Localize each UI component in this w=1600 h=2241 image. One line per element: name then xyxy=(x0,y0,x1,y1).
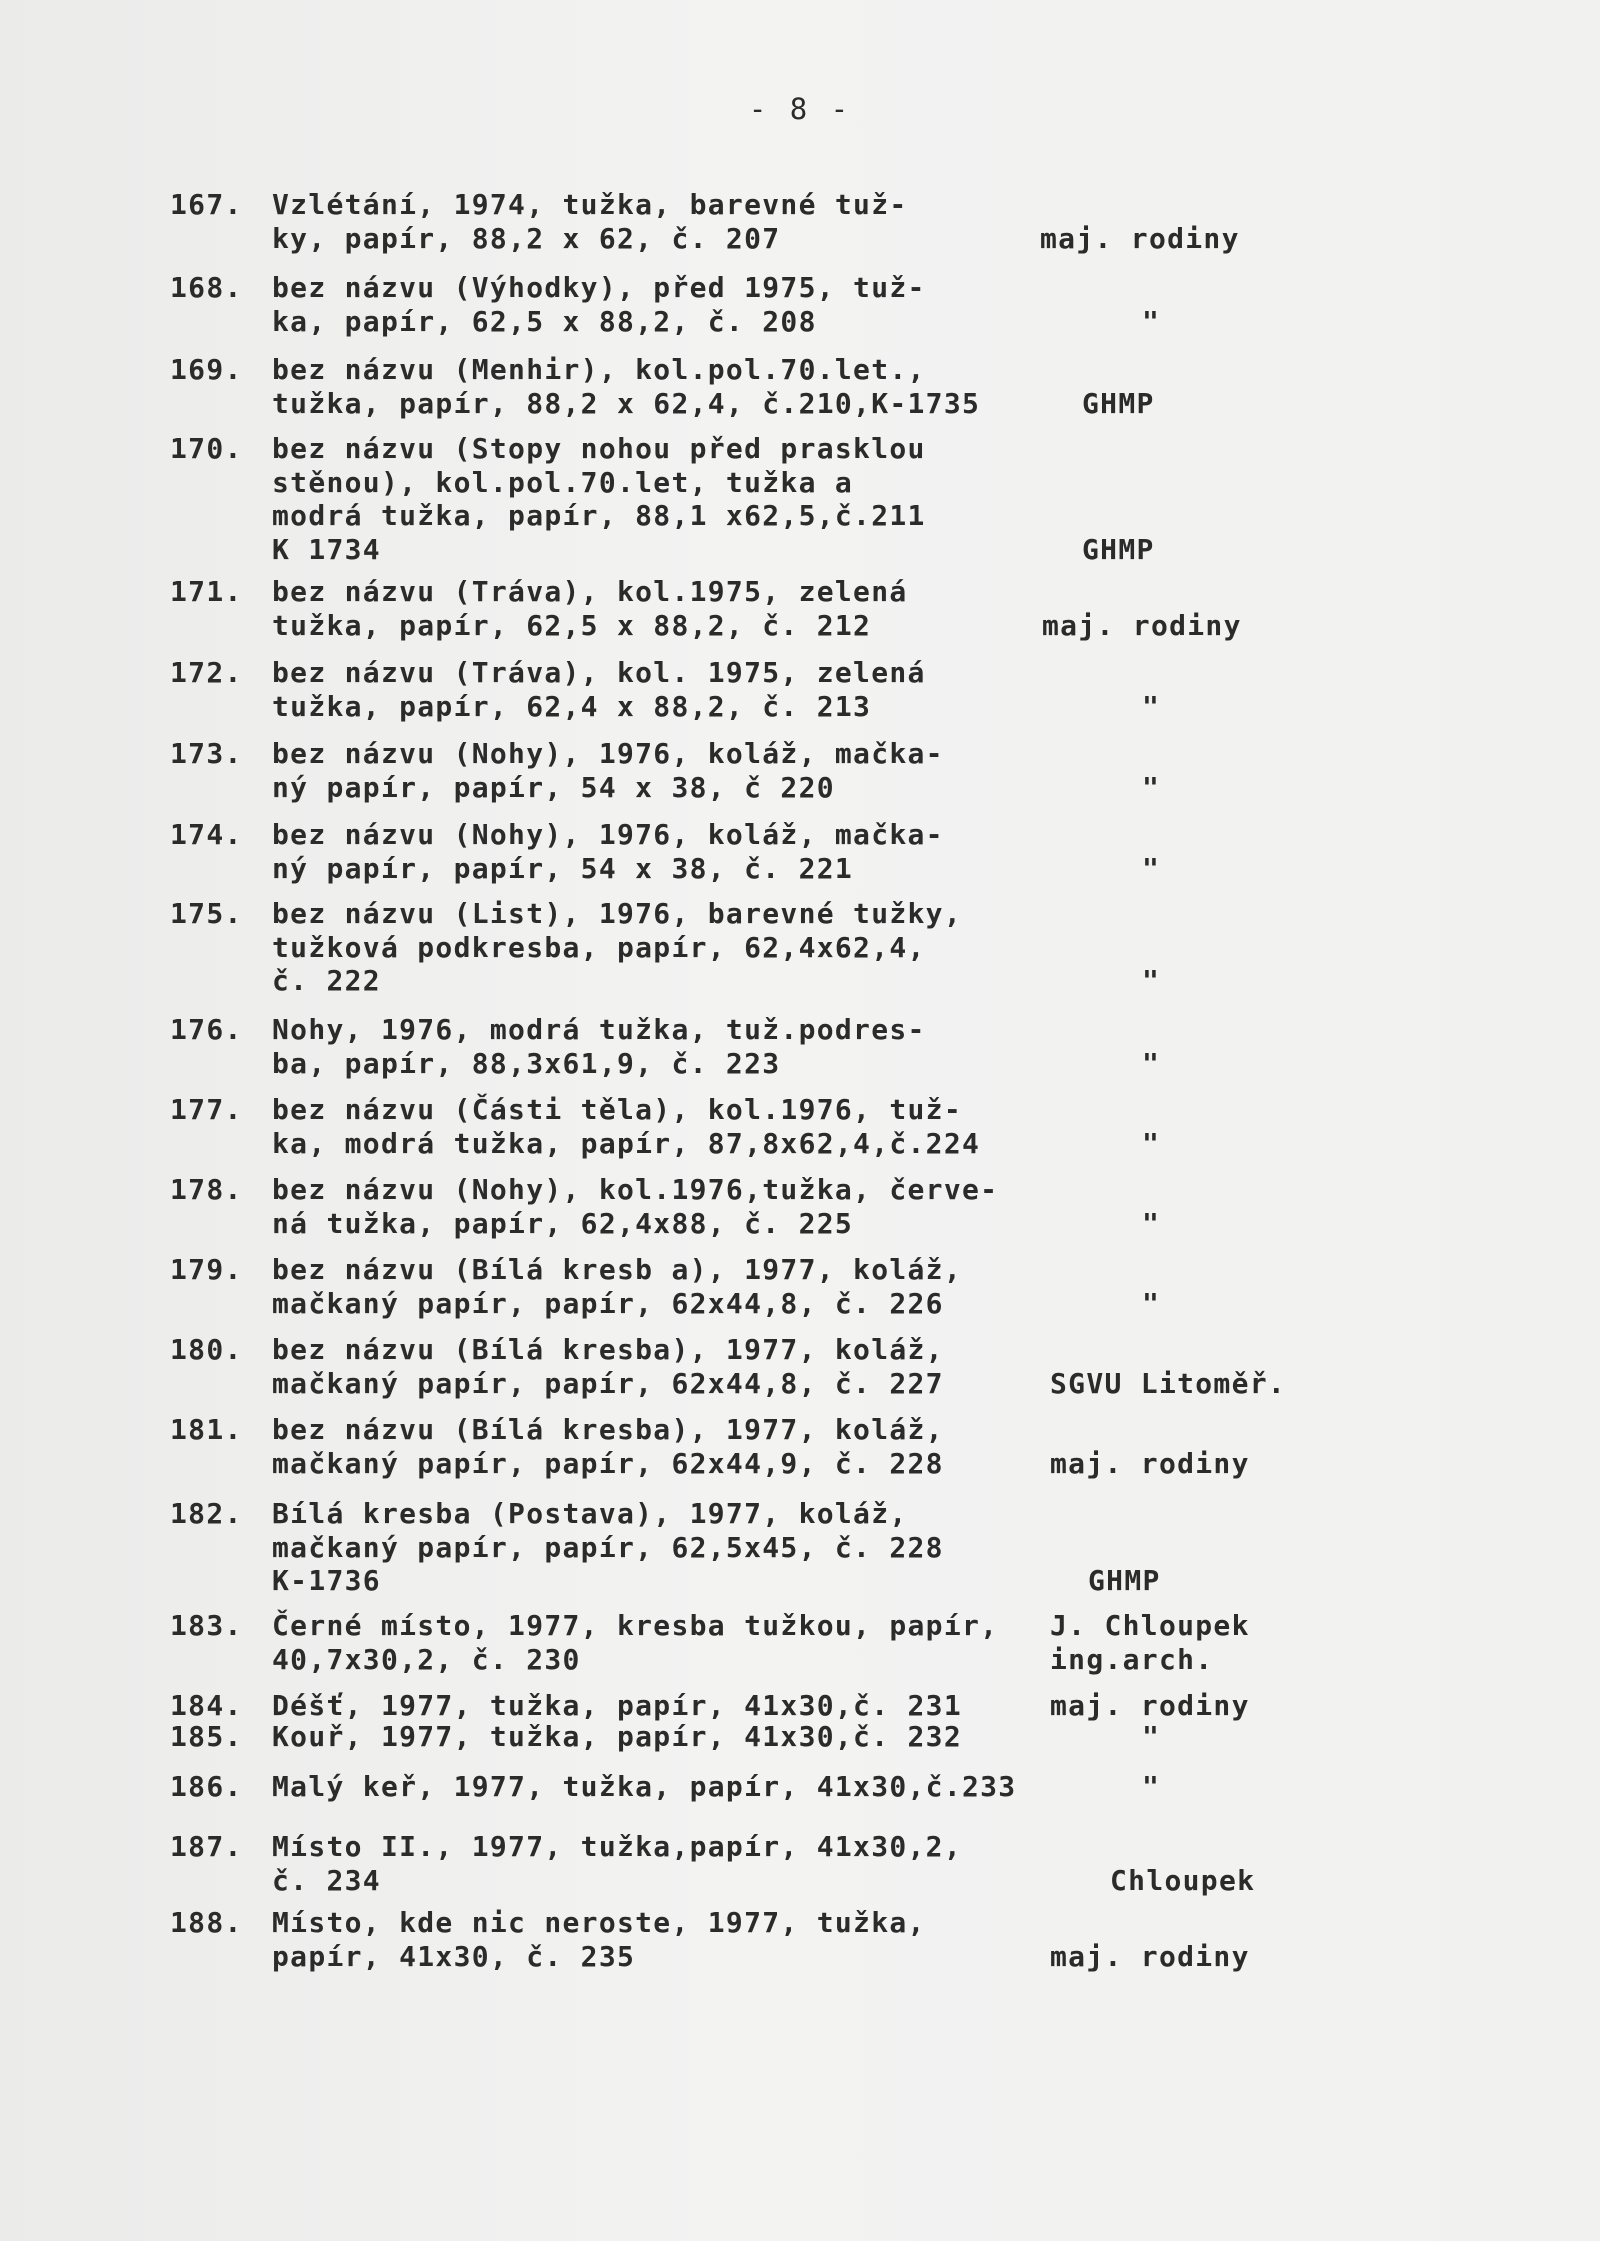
owner-line: maj. rodiny xyxy=(1050,1939,1250,1973)
entry-number: 188. xyxy=(170,1906,243,1939)
entry-description xyxy=(272,1093,980,1160)
entry-number: 187. xyxy=(170,1830,243,1863)
owner-line: ing.arch. xyxy=(1050,1642,1214,1676)
entry-line: mačkaný papír, papír, 62,5x45, č. 228 xyxy=(272,1530,944,1564)
entry-line: mačkaný papír, papír, 62x44,8, č. 226 xyxy=(272,1286,944,1320)
entry-line: bez názvu (Bílá kresb a), 1977, koláž, xyxy=(272,1253,962,1286)
entry-line: Déšť, 1977, tužka, papír, 41x30,č. 231 xyxy=(272,1689,962,1722)
entry-line: papír, 41x30, č. 235 xyxy=(272,1939,636,1973)
entry-owner xyxy=(1082,387,1155,421)
entry-line: ná tužka, papír, 62,4x88, č. 225 xyxy=(272,1206,854,1240)
entry-line: K 1734 xyxy=(272,532,381,566)
entry-owner xyxy=(1142,1287,1160,1321)
entry-description xyxy=(272,1413,944,1480)
entry-line: bez názvu (Nohy), 1976, koláž, mačka- xyxy=(272,737,944,770)
entry-line: bez názvu (Tráva), kol. 1975, zelená xyxy=(272,656,926,689)
owner-line: " xyxy=(1142,689,1161,723)
owner-line: Chloupek xyxy=(1110,1863,1256,1897)
entry-number: 179. xyxy=(170,1253,243,1286)
entry-number: 170. xyxy=(170,432,243,465)
entry-line: Kouř, 1977, tužka, papír, 41x30,č. 232 xyxy=(272,1720,962,1753)
entry-description xyxy=(272,353,980,420)
entry-description xyxy=(272,1609,998,1676)
owner-line: maj. rodiny xyxy=(1040,221,1240,255)
entry-number: 184. xyxy=(170,1689,243,1722)
owner-line: " xyxy=(1142,1046,1161,1080)
owner-line: " xyxy=(1142,770,1161,804)
entry-line: Černé místo, 1977, kresba tužkou, papír, xyxy=(272,1609,999,1642)
entry-owner xyxy=(1142,1127,1160,1161)
entry-number: 178. xyxy=(170,1173,243,1206)
entry-line: bez názvu (Části těla), kol.1976, tuž- xyxy=(272,1093,962,1126)
entry-number: 174. xyxy=(170,818,243,851)
entry-owner xyxy=(1142,964,1160,998)
entry-line: ba, papír, 88,3x61,9, č. 223 xyxy=(272,1046,781,1080)
entry-line: stěnou), kol.pol.70.let, tužka a xyxy=(272,465,854,499)
entry-number: 181. xyxy=(170,1413,243,1446)
entry-number: 167. xyxy=(170,188,243,221)
entry-line: mačkaný papír, papír, 62x44,9, č. 228 xyxy=(272,1446,944,1480)
entry-line: č. 222 xyxy=(272,964,381,997)
owner-line: " xyxy=(1142,1720,1161,1753)
entry-number: 175. xyxy=(170,897,243,930)
entry-description xyxy=(272,1333,944,1400)
entry-owner xyxy=(1050,1689,1250,1723)
entry-number: 176. xyxy=(170,1013,243,1046)
entry-line: č. 234 xyxy=(272,1863,381,1897)
entry-owner xyxy=(1050,1367,1286,1401)
entry-description xyxy=(272,188,908,255)
entry-description xyxy=(272,1906,926,1973)
owner-line: maj. rodiny xyxy=(1042,608,1242,642)
entry-owner xyxy=(1142,690,1160,724)
entry-line: ný papír, papír, 54 x 38, č 220 xyxy=(272,770,835,804)
entry-description xyxy=(272,1770,1016,1804)
entry-line: ky, papír, 88,2 x 62, č. 207 xyxy=(272,221,781,255)
owner-line: maj. rodiny xyxy=(1050,1689,1250,1722)
entry-description xyxy=(272,1497,944,1598)
entry-description xyxy=(272,1689,962,1723)
entry-description xyxy=(272,897,962,998)
entry-description xyxy=(272,575,908,642)
entry-owner xyxy=(1142,1770,1160,1804)
owner-line: maj. rodiny xyxy=(1050,1446,1250,1480)
entry-line: tužka, papír, 88,2 x 62,4, č.210,K-1735 xyxy=(272,386,981,420)
entry-line: tužková podkresba, papír, 62,4x62,4, xyxy=(272,930,926,964)
entry-line: tužka, papír, 62,4 x 88,2, č. 213 xyxy=(272,689,872,723)
entry-owner xyxy=(1050,1609,1250,1676)
entry-owner xyxy=(1142,305,1160,339)
entry-description xyxy=(272,1173,998,1240)
entry-line: Nohy, 1976, modrá tužka, tuž.podres- xyxy=(272,1013,926,1046)
owner-line: " xyxy=(1142,1206,1161,1240)
entry-number: 169. xyxy=(170,353,243,386)
entry-line: bez názvu (Tráva), kol.1975, zelená xyxy=(272,575,908,608)
entry-owner xyxy=(1110,1864,1255,1898)
entry-line: bez názvu (Menhir), kol.pol.70.let., xyxy=(272,353,926,386)
entry-line: bez názvu (Bílá kresba), 1977, koláž, xyxy=(272,1413,944,1446)
entry-owner xyxy=(1040,222,1240,256)
entry-line: bez názvu (List), 1976, barevné tužky, xyxy=(272,897,962,930)
owner-line: GHMP xyxy=(1082,386,1155,420)
entry-owner xyxy=(1142,1207,1160,1241)
entry-line: Vzlétání, 1974, tužka, barevné tuž- xyxy=(272,188,908,221)
entry-number: 168. xyxy=(170,271,243,304)
entry-description xyxy=(272,1013,926,1080)
entry-owner xyxy=(1082,533,1155,567)
owner-line: GHMP xyxy=(1082,532,1155,566)
entry-line: bez názvu (Výhodky), před 1975, tuž- xyxy=(272,271,926,304)
entry-owner xyxy=(1050,1940,1250,1974)
entry-line: Malý keř, 1977, tužka, papír, 41x30,č.233 xyxy=(272,1770,1017,1803)
entry-line: ný papír, papír, 54 x 38, č. 221 xyxy=(272,851,854,885)
owner-line: SGVU Litoměř. xyxy=(1050,1366,1287,1400)
entry-number: 171. xyxy=(170,575,243,608)
owner-line: " xyxy=(1142,1126,1161,1160)
entry-line: mačkaný papír, papír, 62x44,8, č. 227 xyxy=(272,1366,944,1400)
entry-line: ka, papír, 62,5 x 88,2, č. 208 xyxy=(272,304,817,338)
entry-description xyxy=(272,1253,962,1320)
entry-description xyxy=(272,656,926,723)
entry-line: Místo, kde nic neroste, 1977, tužka, xyxy=(272,1906,926,1939)
owner-line: " xyxy=(1142,304,1161,338)
entry-line: bez názvu (Stopy nohou před prasklou xyxy=(272,432,926,465)
entry-line: Bílá kresba (Postava), 1977, koláž, xyxy=(272,1497,908,1530)
owner-line: GHMP xyxy=(1088,1564,1161,1597)
entry-line: K-1736 xyxy=(272,1564,381,1597)
owner-line: J. Chloupek xyxy=(1050,1609,1250,1642)
entry-description xyxy=(272,1720,962,1754)
entry-line: modrá tužka, papír, 88,1 x62,5,č.211 xyxy=(272,499,926,532)
entry-number: 172. xyxy=(170,656,243,689)
entry-number: 183. xyxy=(170,1609,243,1642)
entry-line: 40,7x30,2, č. 230 xyxy=(272,1642,581,1676)
entry-number: 177. xyxy=(170,1093,243,1126)
entry-number: 185. xyxy=(170,1720,243,1753)
entry-line: bez názvu (Bílá kresba), 1977, koláž, xyxy=(272,1333,944,1366)
entry-owner xyxy=(1142,852,1160,886)
owner-line: " xyxy=(1142,1286,1161,1320)
entry-description xyxy=(272,1830,962,1897)
owner-line: " xyxy=(1142,964,1161,997)
entry-line: tužka, papír, 62,5 x 88,2, č. 212 xyxy=(272,608,872,642)
entry-line: bez názvu (Nohy), kol.1976,tužka, červe- xyxy=(272,1173,999,1206)
entry-number: 186. xyxy=(170,1770,243,1803)
entry-description xyxy=(272,271,926,338)
owner-line: " xyxy=(1142,851,1161,885)
entry-owner xyxy=(1142,1720,1160,1754)
entry-line: bez názvu (Nohy), 1976, koláž, mačka- xyxy=(272,818,944,851)
entry-line: ka, modrá tužka, papír, 87,8x62,4,č.224 xyxy=(272,1126,981,1160)
entry-owner xyxy=(1088,1564,1161,1598)
entry-description xyxy=(272,737,944,804)
entry-description xyxy=(272,432,926,566)
entry-description xyxy=(272,818,944,885)
entry-number: 182. xyxy=(170,1497,243,1530)
entry-number: 180. xyxy=(170,1333,243,1366)
owner-line: " xyxy=(1142,1770,1161,1803)
page-number: - 8 - xyxy=(748,92,852,126)
entry-owner xyxy=(1050,1447,1250,1481)
entry-number: 173. xyxy=(170,737,243,770)
entry-line: Místo II., 1977, tužka,papír, 41x30,2, xyxy=(272,1830,962,1863)
entry-owner xyxy=(1042,609,1242,643)
entry-owner xyxy=(1142,771,1160,805)
entry-owner xyxy=(1142,1047,1160,1081)
